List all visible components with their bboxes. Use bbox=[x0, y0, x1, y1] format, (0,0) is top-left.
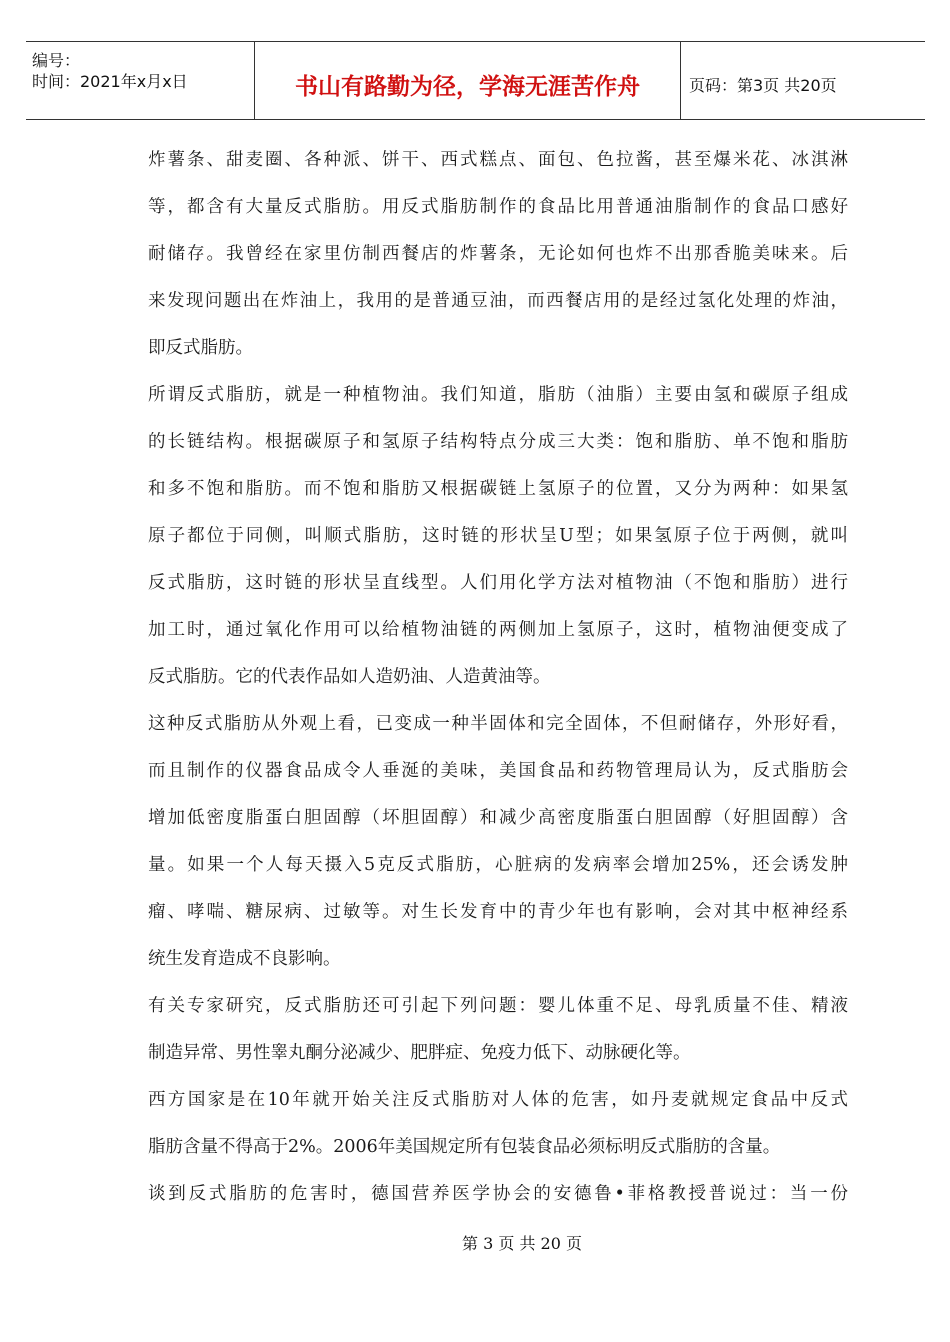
text-line: 瘤、哮喘、糖尿病、过敏等。对生长发育中的青少年也有影响，会对其中枢神经系 bbox=[148, 902, 848, 922]
header-page-cell bbox=[681, 42, 925, 119]
text-line: 炸薯条、甜麦圈、各种派、饼干、西式糕点、面包、色拉酱，甚至爆米花、冰淇淋 bbox=[148, 150, 848, 170]
page-header bbox=[26, 41, 925, 120]
page-footer: 第 3 页 共 20 页 bbox=[462, 1234, 582, 1253]
text-line: 的长链结构。根据碳原子和氢原子结构特点分成三大类：饱和脂肪、单不饱和脂肪 bbox=[148, 432, 848, 452]
text-line: 量。如果一个人每天摄入5克反式脂肪，心脏病的发病率会增加25%，还会诱发肿 bbox=[148, 855, 848, 875]
text-line: 原子都位于同侧，叫顺式脂肪，这时链的形状呈U型；如果氢原子位于两侧，就叫 bbox=[148, 526, 848, 546]
document-body bbox=[148, 139, 848, 1220]
text-line: 来发现问题出在炸油上，我用的是普通豆油，而西餐店用的是经过氢化处理的炸油， bbox=[148, 291, 848, 311]
document-time-label: 时间：2021年x月x日 bbox=[32, 72, 188, 91]
text-line: 有关专家研究，反式脂肪还可引起下列问题：婴儿体重不足、母乳质量不佳、精液 bbox=[148, 996, 848, 1016]
text-line: 反式脂肪，这时链的形状呈直线型。人们用化学方法对植物油（不饱和脂肪）进行 bbox=[148, 573, 848, 593]
text-line: 制造异常、男性睾丸酮分泌减少、肥胖症、免疫力低下、动脉硬化等。 bbox=[148, 1043, 691, 1063]
text-line: 谈到反式脂肪的危害时，德国营养医学协会的安德鲁•菲格教授普说过：当一份 bbox=[148, 1184, 848, 1204]
text-line: 统生发育造成不良影响。 bbox=[148, 949, 341, 969]
text-line: 即反式脂肪。 bbox=[148, 338, 253, 358]
text-line: 增加低密度脂蛋白胆固醇（坏胆固醇）和减少高密度脂蛋白胆固醇（好胆固醇）含 bbox=[148, 808, 848, 828]
header-info-cell bbox=[26, 42, 255, 119]
text-line: 所谓反式脂肪，就是一种植物油。我们知道，脂肪（油脂）主要由氢和碳原子组成 bbox=[148, 385, 848, 405]
text-line: 等，都含有大量反式脂肪。用反式脂肪制作的食品比用普通油脂制作的食品口感好 bbox=[148, 197, 848, 217]
header-motto-cell bbox=[255, 42, 681, 119]
header-page-label: 页码：第3页 共20页 bbox=[689, 76, 837, 95]
text-line: 脂肪含量不得高于2%。2006年美国规定所有包装食品必须标明反式脂肪的含量。 bbox=[148, 1137, 781, 1157]
text-line: 耐储存。我曾经在家里仿制西餐店的炸薯条，无论如何也炸不出那香脆美味来。后 bbox=[148, 244, 848, 264]
header-motto: 书山有路勤为径，学海无涯苦作舟 bbox=[295, 74, 640, 100]
text-line: 和多不饱和脂肪。而不饱和脂肪又根据碳链上氢原子的位置，又分为两种：如果氢 bbox=[148, 479, 848, 499]
text-line: 加工时，通过氧化作用可以给植物油链的两侧加上氢原子，这时，植物油便变成了 bbox=[148, 620, 848, 640]
text-line: 西方国家是在10年就开始关注反式脂肪对人体的危害，如丹麦就规定食品中反式 bbox=[148, 1090, 848, 1110]
text-line: 而且制作的仪器食品成令人垂涎的美味，美国食品和药物管理局认为，反式脂肪会 bbox=[148, 761, 848, 781]
text-line: 这种反式脂肪从外观上看，已变成一种半固体和完全固体，不但耐储存，外形好看， bbox=[148, 714, 848, 734]
document-number-label: 编号： bbox=[32, 51, 81, 70]
text-line: 反式脂肪。它的代表作品如人造奶油、人造黄油等。 bbox=[148, 667, 551, 687]
